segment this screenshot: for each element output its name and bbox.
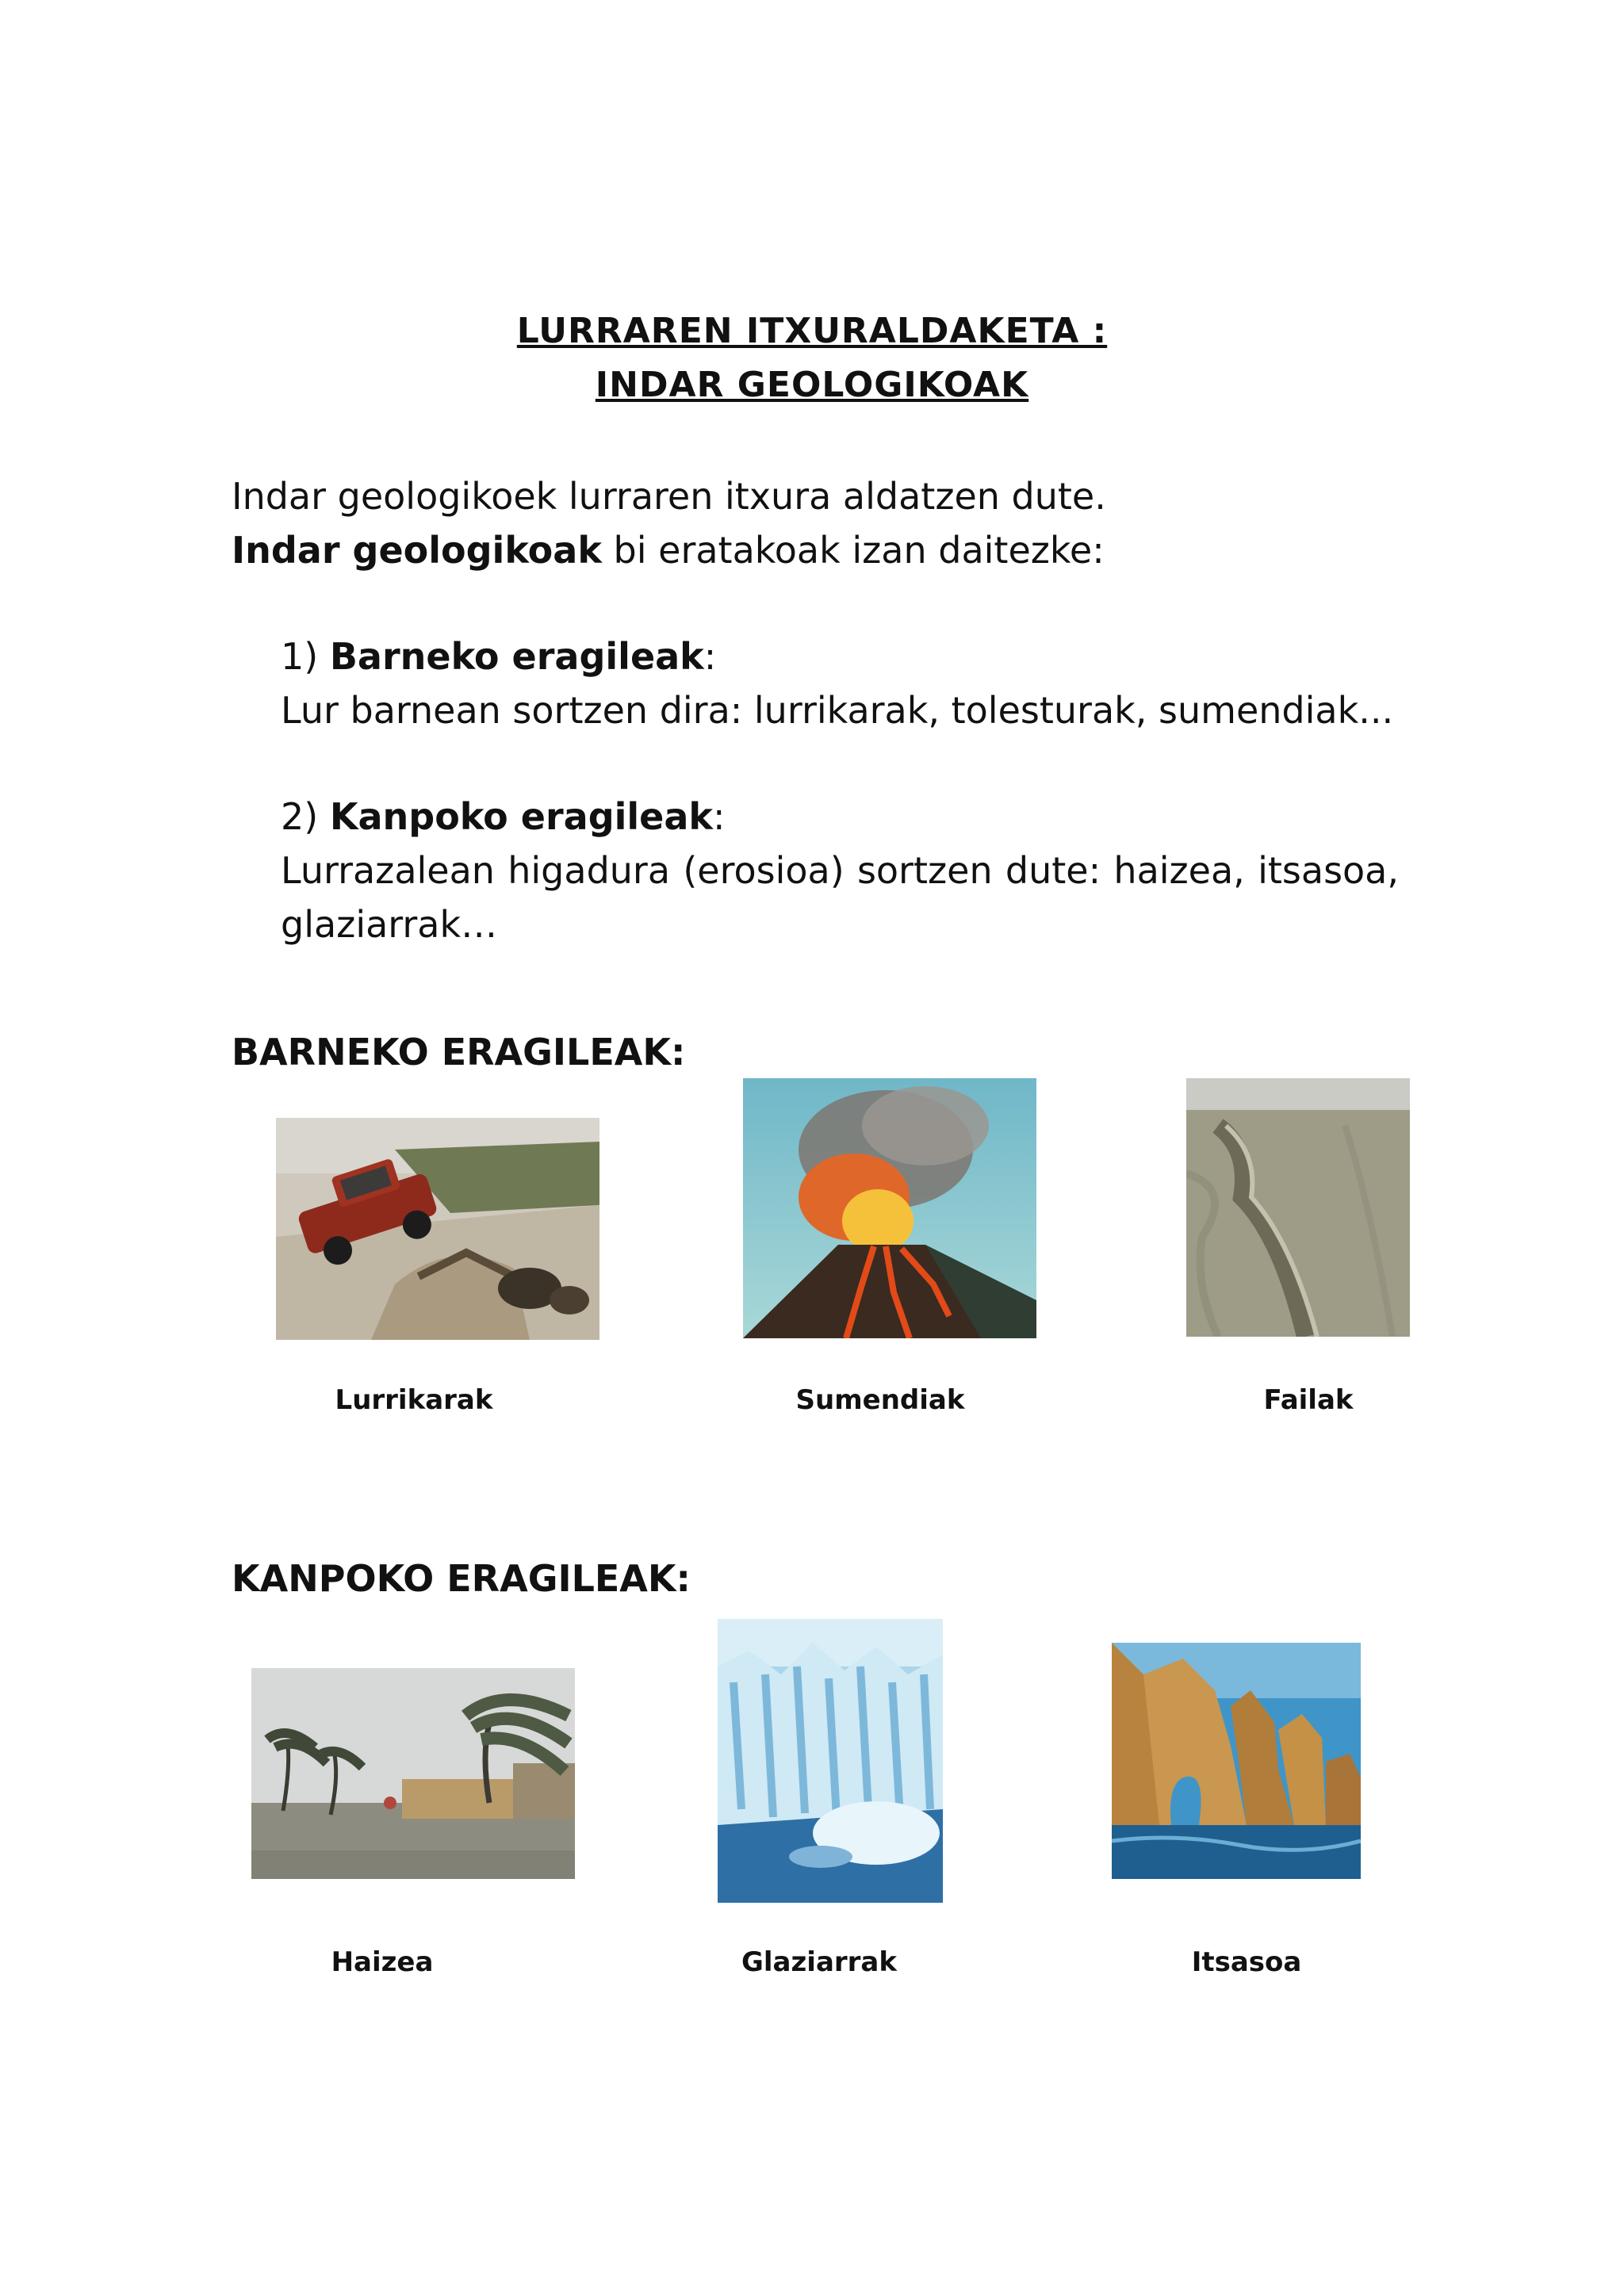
caption-volcanoes: Sumendiak <box>795 1384 965 1416</box>
item-1-heading <box>281 629 1399 683</box>
intro-line-1: Indar geologikoek lurraren itxura aldatzen dute. <box>232 475 1106 518</box>
intro-bold-term: Indar geologikoak <box>232 529 602 572</box>
sea-image <box>1112 1643 1361 1879</box>
intro-line-2-rest: bi eratakoak izan daitezke: <box>601 529 1105 572</box>
caption-faults: Failak <box>1263 1384 1354 1416</box>
item-2-heading <box>281 790 1399 844</box>
volcano-image <box>743 1078 1036 1338</box>
caption-sea: Itsasoa <box>1191 1946 1302 1978</box>
earthquake-image <box>276 1118 599 1340</box>
item-2-colon: : <box>713 795 726 838</box>
item-2-text-line-1: Lurrazalean higadura (erosioa) sortzen dute: haizea, itsasoa, <box>281 849 1399 892</box>
item-1-title: Barneko eragileak <box>329 635 704 678</box>
wind-image <box>251 1668 575 1879</box>
caption-glaciers: Glaziarrak <box>741 1946 897 1978</box>
item-1-number: 1) <box>281 635 330 678</box>
item-2-title: Kanpoko eragileak <box>329 795 714 838</box>
caption-earthquakes: Lurrikarak <box>335 1384 493 1416</box>
caption-wind: Haizea <box>331 1946 434 1978</box>
page-title-line-1: LURRAREN ITXURALDAKETA : <box>516 311 1108 351</box>
item-2-text-line-2: glaziarrak… <box>281 903 498 946</box>
item-1-colon: : <box>703 635 717 678</box>
page-title-line-2: INDAR GEOLOGIKOAK <box>595 365 1029 405</box>
section-heading-internal: BARNEKO ERAGILEAK: <box>232 1031 686 1073</box>
item-2-number: 2) <box>281 795 330 838</box>
section-heading-external: KANPOKO ERAGILEAK: <box>232 1557 691 1600</box>
intro-line-2 <box>232 523 1105 577</box>
glacier-image <box>718 1619 943 1903</box>
item-1-text: Lur barnean sortzen dira: lurrikarak, tolesturak, sumendiak... <box>281 689 1394 732</box>
fault-image <box>1186 1078 1410 1337</box>
